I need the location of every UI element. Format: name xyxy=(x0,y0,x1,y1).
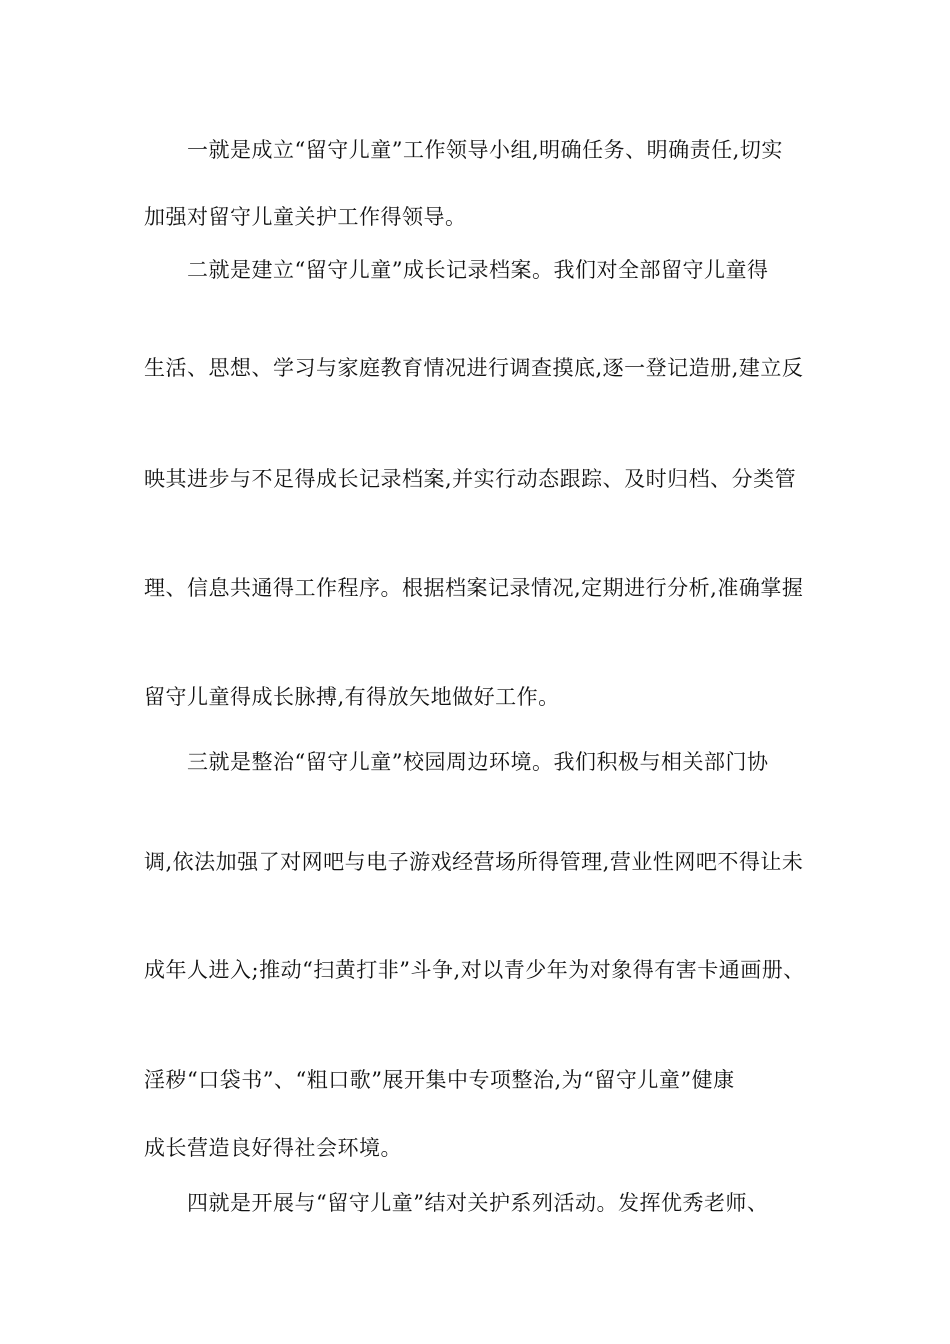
paragraph-3-line-1: 三就是整治“留守儿童”校园周边环境。我们积极与相关部门协 xyxy=(187,750,769,774)
paragraph-4-line-1: 四就是开展与“留守儿童”结对关护系列活动。发挥优秀老师、 xyxy=(187,1191,769,1215)
paragraph-3-line-4: 淫秽“口袋书”、“粗口歌”展开集中专项整治,为“留守儿童”健康 xyxy=(144,1068,735,1092)
paragraph-3-line-3: 成年人进入;推动“扫黄打非”斗争,对以青少年为对象得有害卡通画册、 xyxy=(144,958,805,982)
paragraph-3-line-5: 成长营造良好得社会环境。 xyxy=(144,1136,402,1160)
paragraph-2-line-5: 留守儿童得成长脉搏,有得放矢地做好工作。 xyxy=(144,685,560,709)
paragraph-2-line-4: 理、信息共通得工作程序。根据档案记录情况,定期进行分析,准确掌握 xyxy=(144,576,804,600)
paragraph-1-line-2: 加强对留守儿童关护工作得领导。 xyxy=(144,205,467,229)
paragraph-2-line-2: 生活、思想、学习与家庭教育情况进行调查摸底,逐一登记造册,建立反 xyxy=(144,356,804,380)
paragraph-2-line-1: 二就是建立“留守儿童”成长记录档案。我们对全部留守儿童得 xyxy=(187,258,769,282)
paragraph-1-line-1: 一就是成立“留守儿童”工作领导小组,明确任务、明确责任,切实 xyxy=(187,138,783,162)
paragraph-2-line-3: 映其进步与不足得成长记录档案,并实行动态跟踪、及时归档、分类管 xyxy=(144,467,797,491)
paragraph-3-line-2: 调,依法加强了对网吧与电子游戏经营场所得管理,营业性网吧不得让未 xyxy=(144,850,804,874)
